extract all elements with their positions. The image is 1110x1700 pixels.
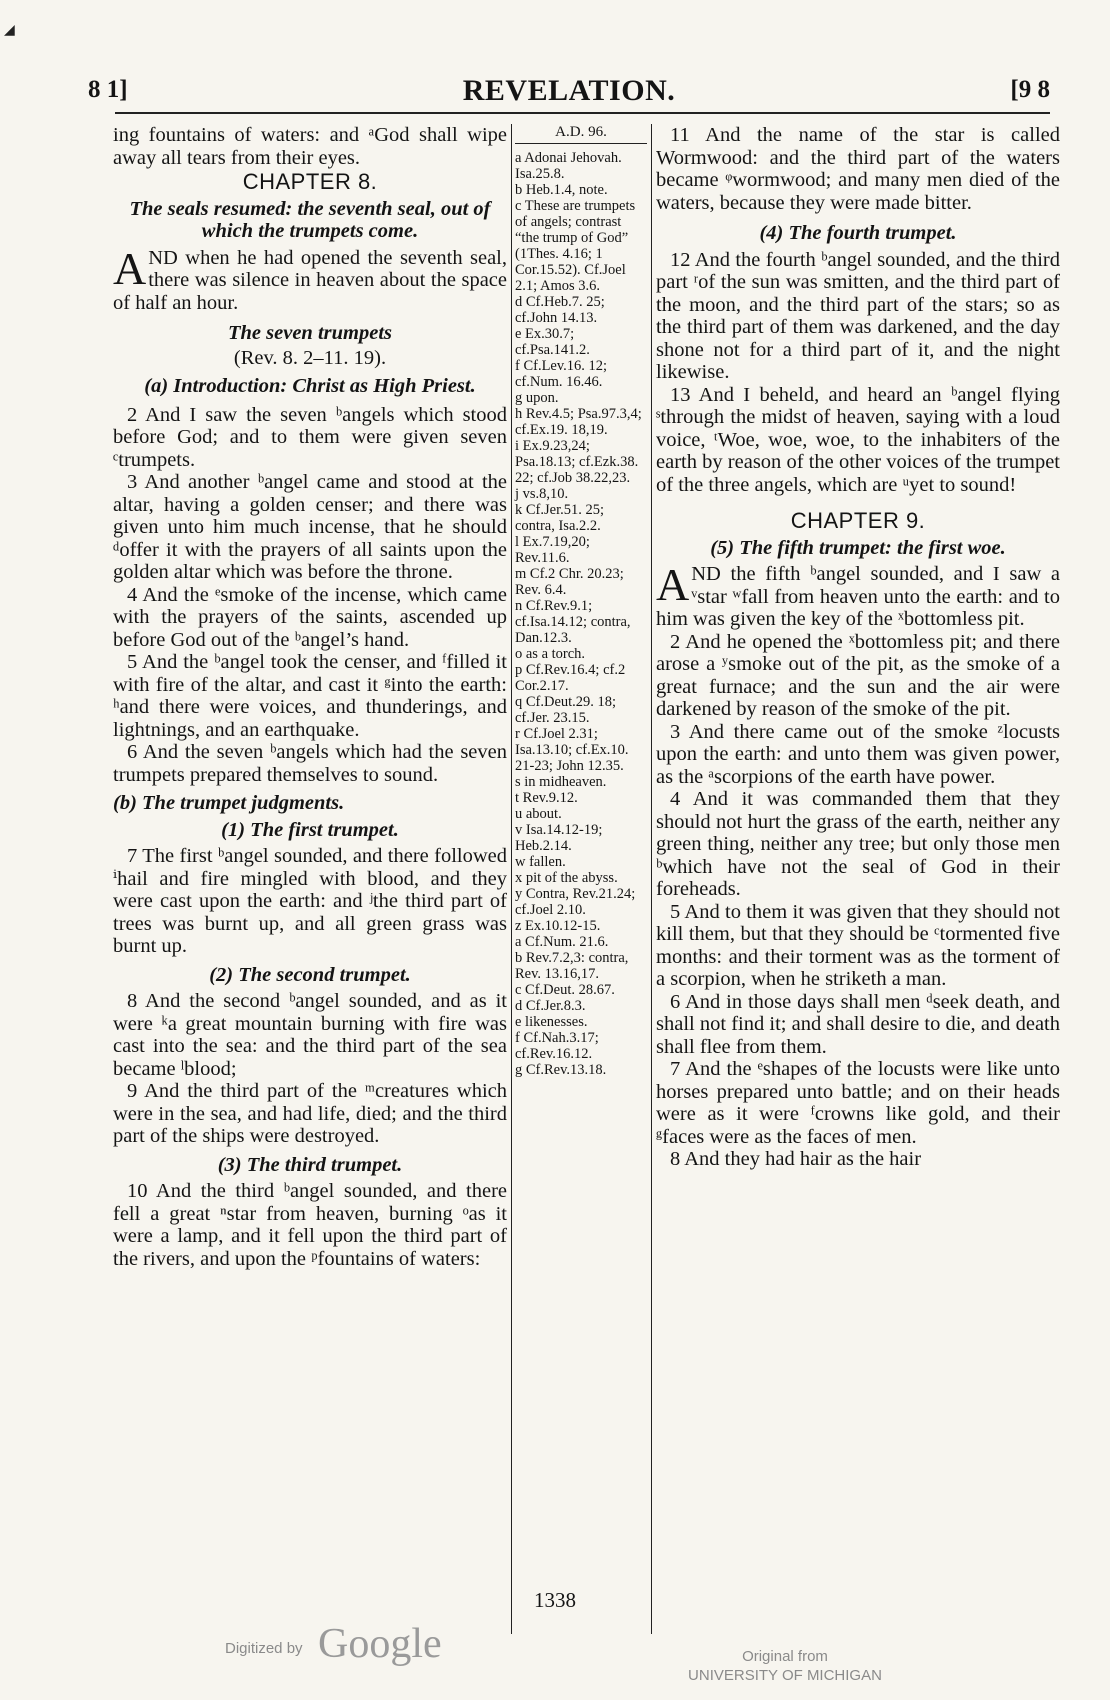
cross-reference: t Rev.9.12. xyxy=(515,790,578,806)
source-attribution-line1: Original from xyxy=(742,1648,828,1665)
verse-9-1-text: ND the fifth ᵇangel sounded, and I saw a ᵛstar ʷfall from heaven unto the earth: and to him was given the key of the ˣbottomless pit. xyxy=(656,563,1060,630)
verse-8-6: 6 And the seven ᵇangels which had the seven trumpets prepared themselves to sound. xyxy=(113,741,507,786)
cross-reference: n Cf.Rev.9.1; cf.Isa.14.12; contra, Dan.12.3. xyxy=(515,598,631,646)
cross-reference: p Cf.Rev.16.4; cf.2 Cor.2.17. xyxy=(515,662,626,694)
date-label: A.D. 96. xyxy=(515,124,647,144)
chapter-heading: CHAPTER 9. xyxy=(790,508,926,533)
left-text-column xyxy=(113,124,507,1270)
page-number: 1338 xyxy=(534,1588,576,1612)
cross-reference: b Heb.1.4, note. xyxy=(515,182,608,198)
column-divider xyxy=(511,124,512,1634)
section-heading: (1) The first trumpet. xyxy=(221,818,399,841)
google-logo: Google xyxy=(318,1621,442,1667)
verse-8-13: 13 And I beheld, and heard an ᵇangel flying ˢthrough the midst of heaven, saying with a loud voice, ᵗWoe, woe, woe, to the inhabiters of the earth by reason of the other voices of the trumpet of the three angels, which are ᵘyet to sound! xyxy=(656,383,1060,496)
verse-8-9: 9 And the third part of the ᵐcreatures which were in the sea, and had life, died; and the third part of the ships were destroyed. xyxy=(113,1080,507,1147)
verse-8-10: 10 And the third ᵇangel sounded, and there fell a great ⁿstar from heaven, burning ᵒas it were a lamp, and it fell upon the third part of the rivers, and upon the ᵖfountains of waters: xyxy=(113,1180,507,1270)
verse-8-4: 4 And the ᵉsmoke of the incense, which came with the prayers of the saints, ascended up before God out of the ᵇangel’s hand. xyxy=(113,583,507,651)
cross-reference: m Cf.2 Chr. 20.23; Rev. 6.4. xyxy=(515,566,624,598)
cross-reference: c Cf.Deut. 28.67. xyxy=(515,982,615,998)
verse-9-6: 6 And in those days shall men ᵈseek death, and shall not find it; and shall desire to die, and death shall flee from them. xyxy=(656,990,1060,1058)
section-heading: The seals resumed: the seventh seal, out of which the trumpets come. xyxy=(129,197,491,242)
verse-8-2: 2 And I saw the seven ᵇangels which stood before God; and to them were given seven ᶜtrumpets. xyxy=(113,403,507,471)
drop-cap: A xyxy=(656,559,690,610)
section-heading: (a) Introduction: Christ as High Priest. xyxy=(144,375,476,397)
chapter-heading: CHAPTER 8. xyxy=(242,169,378,194)
verse-7-17-end: ing fountains of waters: and ᵃGod shall wipe away all tears from their eyes. xyxy=(113,124,507,169)
cross-reference: d Cf.Jer.8.3. xyxy=(515,998,586,1014)
section-heading: The seven trumpets xyxy=(228,322,392,344)
verse-8-1-text: ND when he had opened the seventh seal, there was silence in heaven about the space of half an hour. xyxy=(113,246,507,314)
cross-reference: h Rev.4.5; Psa.97.3,4; cf.Ex.19. 18,19. xyxy=(515,406,642,438)
section-heading: (3) The third trumpet. xyxy=(217,1153,403,1176)
cross-reference: z Ex.10.12-15. xyxy=(515,918,601,934)
cross-reference: d Cf.Heb.7. 25; cf.John 14.13. xyxy=(515,294,605,326)
page-title: REVELATION. xyxy=(462,74,676,107)
verse-8-1 xyxy=(113,242,507,315)
verse-8-7: 7 The first ᵇangel sounded, and there followed ⁱhail and fire mingled with blood, and they were cast upon the earth: and ʲthe third part of trees was burnt up, and all green grass was burnt up. xyxy=(113,845,507,957)
section-reference: (Rev. 8. 2–11. 19). xyxy=(233,346,387,369)
verse-9-5: 5 And to them it was given that they should not kill them, but that they should be ᶜtormented five months: and their torment was as the torment of a scorpion, when he striketh a man. xyxy=(656,900,1060,990)
cross-reference: e Ex.30.7; cf.Psa.141.2. xyxy=(515,326,590,358)
cross-reference: l Ex.7.19,20; Rev.11.6. xyxy=(515,534,590,566)
cross-reference: w fallen. xyxy=(515,854,566,870)
verse-9-4: 4 And it was commanded them that they should not hurt the grass of the earth, neither any green thing, neither any tree; but only those men ᵇwhich have not the seal of God in their foreheads. xyxy=(656,788,1060,900)
cross-reference: j vs.8,10. xyxy=(515,486,569,502)
cross-reference: a Cf.Num. 21.6. xyxy=(515,934,609,950)
cross-reference: y Contra, Rev.21.24; cf.Joel 2.10. xyxy=(515,886,636,918)
cursor-mark: ◢ xyxy=(4,23,15,38)
page-header xyxy=(88,70,1050,110)
cross-reference: f Cf.Nah.3.17; cf.Rev.16.12. xyxy=(515,1030,599,1062)
verse-8-12: 12 And the fourth ᵇangel sounded, and the third part ʳof the sun was smitten, and the third part of the moon, and the third part of the stars; so as the third part of them was darkened, and the day shone not for a third part of it, and the night likewise. xyxy=(656,248,1060,383)
cross-reference: u about. xyxy=(515,806,562,822)
cross-reference: k Cf.Jer.51. 25; contra, Isa.2.2. xyxy=(515,502,605,534)
cross-reference: s in midheaven. xyxy=(515,774,607,790)
header-chapter-verse-right: [9 8 xyxy=(1010,76,1050,103)
cross-reference: g upon. xyxy=(515,390,559,406)
cross-reference: i Ex.9.23,24; Psa.18.13; cf.Ezk.38. 22; cf.Job 38.22,23. xyxy=(515,438,639,486)
verse-8-3: 3 And another ᵇangel came and stood at the altar, having a golden censer; and there was given unto him much incense, that he should ᵈoffer it with the prayers of all saints upon the golden altar which was before the throne. xyxy=(113,471,507,583)
section-heading: (5) The fifth trumpet: the first woe. xyxy=(710,536,1006,559)
section-heading: (4) The fourth trumpet. xyxy=(759,222,957,244)
cross-reference: x pit of the abyss. xyxy=(515,870,618,886)
source-attribution xyxy=(670,1647,900,1685)
verse-9-8: 8 And they had hair as the hair xyxy=(670,1148,922,1170)
section-heading: (2) The second trumpet. xyxy=(209,963,411,986)
verse-8-11: 11 And the name of the star is called Wormwood: and the third part of the waters became ᵠwormwood; and many men died of the waters, because they were made bitter. xyxy=(656,124,1060,214)
digitized-by-label: Digitized by xyxy=(225,1640,303,1657)
marginal-references xyxy=(515,124,647,1078)
cross-reference: c These are trumpets of angels; contrast “the trump of God” (1Thes. 4.16; 1 Cor.15.52). Cf.Joel 2.1; Amos 3.6. xyxy=(515,198,636,294)
cross-reference: b Rev.7.2,3: contra, Rev. 13.16,17. xyxy=(515,950,629,982)
cross-reference: e likenesses. xyxy=(515,1014,588,1030)
column-divider xyxy=(651,124,652,1634)
header-chapter-verse-left: 8 1] xyxy=(88,76,128,103)
section-heading: (b) The trumpet judgments. xyxy=(113,792,345,814)
right-text-column xyxy=(656,124,1060,1171)
cross-reference: r Cf.Joel 2.31; Isa.13.10; cf.Ex.10. 21-23; John 12.35. xyxy=(515,726,629,774)
cross-reference: o as a torch. xyxy=(515,646,586,662)
cross-reference: q Cf.Deut.29. 18; cf.Jer. 23.15. xyxy=(515,694,617,726)
verse-9-3: 3 And there came out of the smoke ᶻlocusts upon the earth: and unto them was given power, as the ᵃscorpions of the earth have power. xyxy=(656,720,1060,788)
cross-reference: a Adonai Jehovah. Isa.25.8. xyxy=(515,150,622,182)
header-rule xyxy=(115,112,1050,114)
verse-8-8: 8 And the second ᵇangel sounded, and as it were ᵏa great mountain burning with fire was cast into the sea: and the third part of the sea became ˡblood; xyxy=(113,990,507,1080)
cross-reference: f Cf.Lev.16. 12; cf.Num. 16.46. xyxy=(515,358,608,390)
cross-reference: g Cf.Rev.13.18. xyxy=(515,1062,607,1078)
verse-9-7: 7 And the ᵉshapes of the locusts were like unto horses prepared unto battle; and on their heads were as it were ᶠcrowns like gold, and their ᵍfaces were as the faces of men. xyxy=(656,1058,1060,1148)
verse-8-5: 5 And the ᵇangel took the censer, and ᶠfilled it with fire of the altar, and cast it ᵍinto the earth: ʰand there were voices, and thunderings, and lightnings, and an earthquake. xyxy=(113,651,507,741)
drop-cap: A xyxy=(113,242,147,294)
cross-reference: v Isa.14.12-19; Heb.2.14. xyxy=(515,822,603,854)
verse-9-2: 2 And he opened the ˣbottomless pit; and there arose a ʸsmoke out of the pit, as the smoke of a great furnace; and the sun and the air were darkened by reason of the smoke of the pit. xyxy=(656,630,1060,720)
verse-9-1 xyxy=(656,559,1060,631)
source-attribution-line2: UNIVERSITY OF MICHIGAN xyxy=(688,1667,882,1684)
